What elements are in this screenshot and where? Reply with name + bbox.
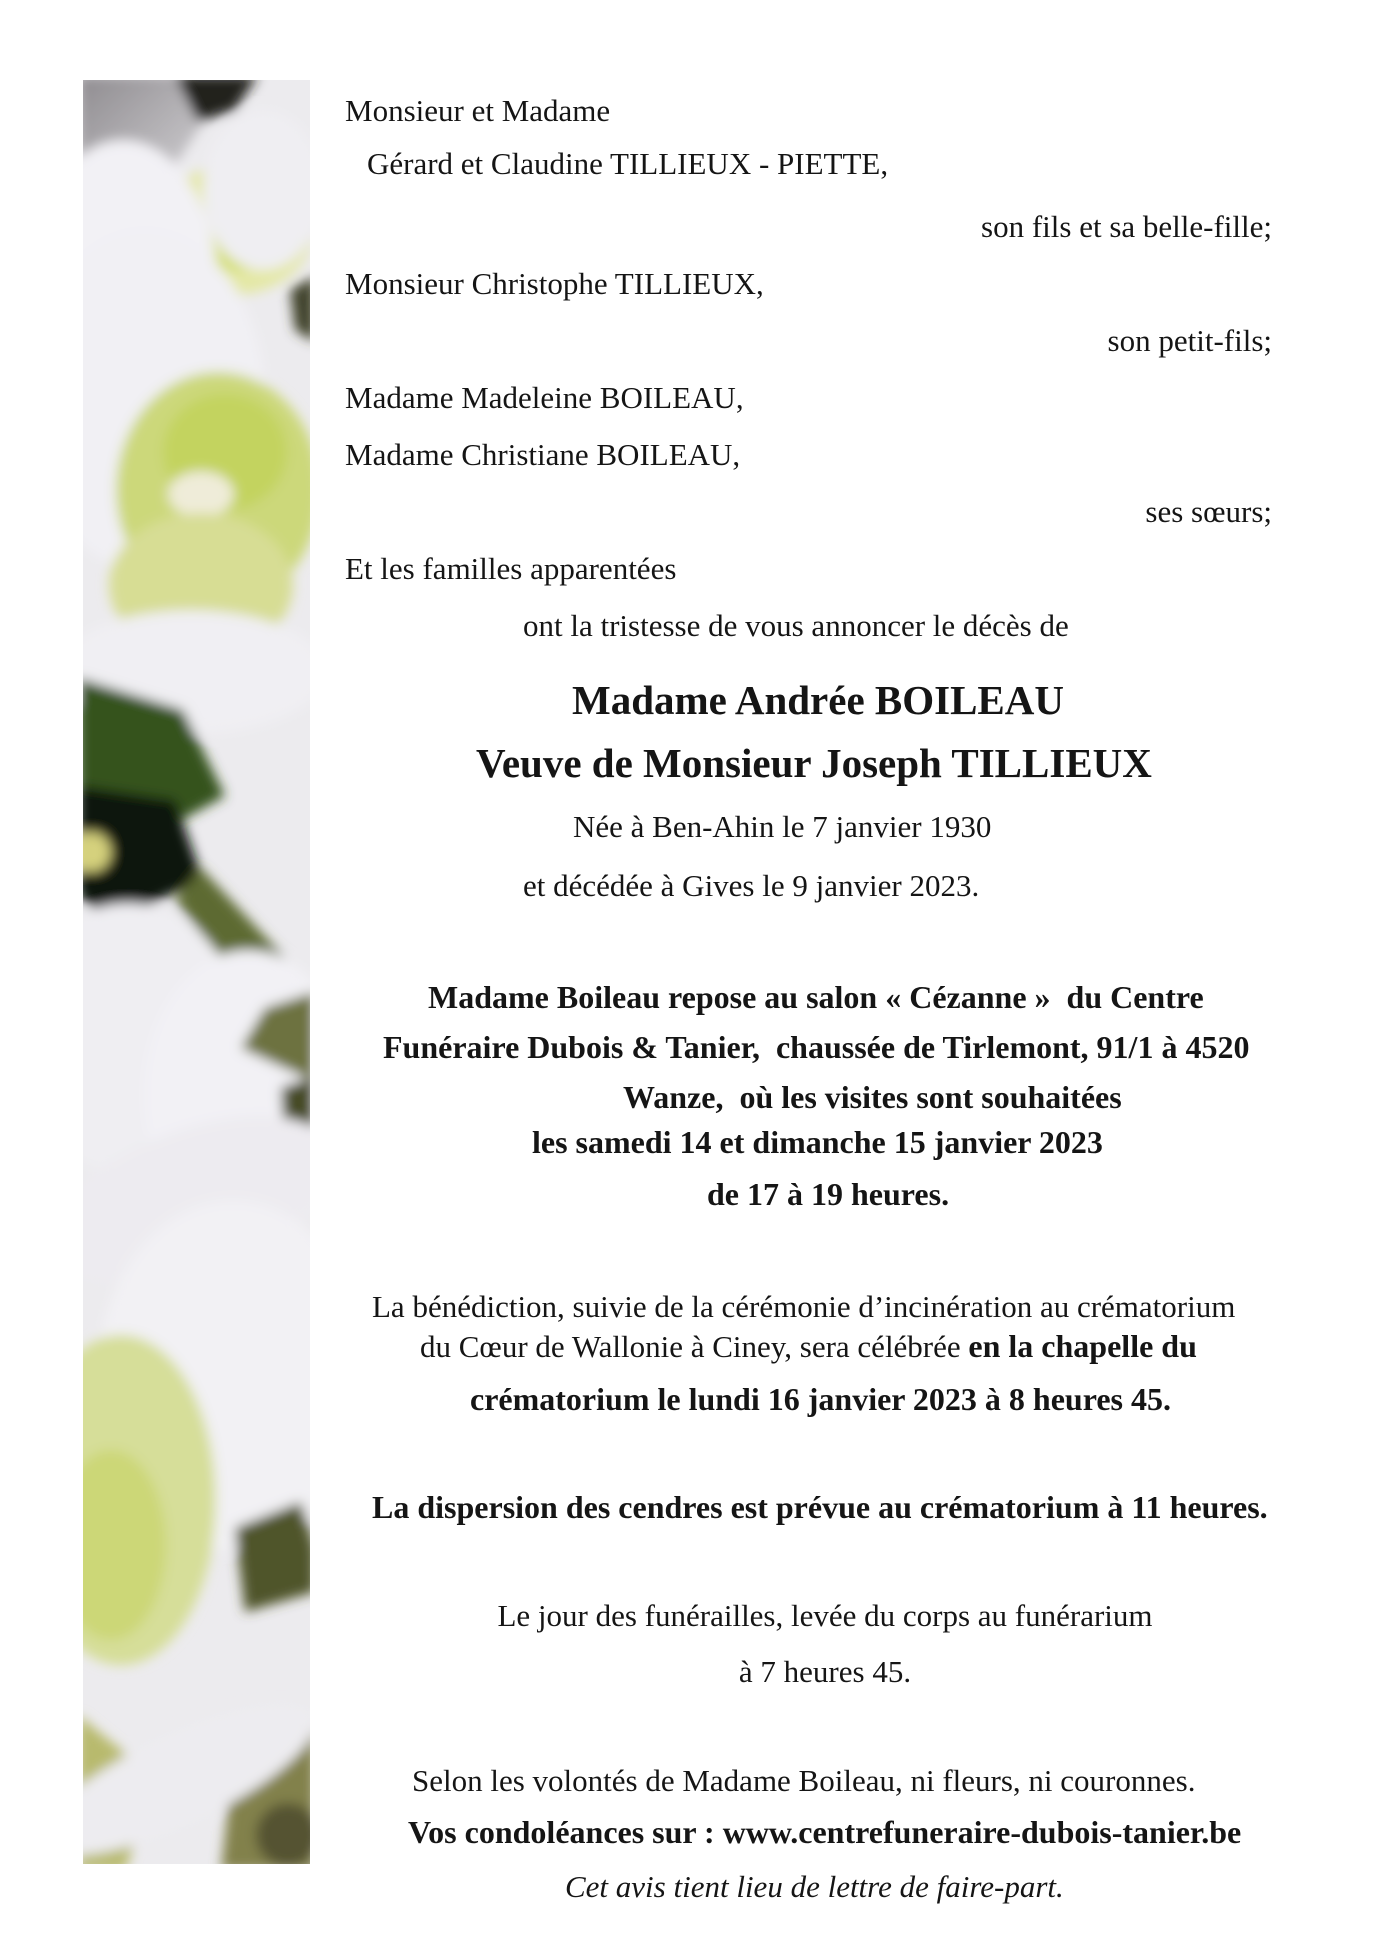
condolences-line: Vos condoléances sur : www.centrefuneraire-dubois-tanier.be [408,1814,1242,1850]
relation-son: son fils et sa belle-fille; [981,209,1272,244]
orchid-photo [83,80,310,1864]
ceremony-line-2 [420,1329,1197,1365]
deceased-death: et décédée à Gives le 9 janvier 2023. [523,868,980,903]
visitation-line-1: Madame Boileau repose au salon « Cézanne » du Centre [428,979,1204,1015]
orchid-photo-image [83,80,310,1864]
family-line-grandson: Monsieur Christophe TILLIEUX, [345,266,764,301]
ceremony-line-1: La bénédiction, suivie de la cérémonie d’incinération au crématorium [372,1289,1236,1324]
funeral-day-line-2: à 7 heures 45. [738,1654,912,1689]
ceremony-line-3: crématorium le lundi 16 janvier 2023 à 8 heures 45. [470,1381,1171,1417]
deceased-widow-of: Veuve de Monsieur Joseph TILLIEUX [476,740,1152,786]
family-line-sister-1: Madame Madeleine BOILEAU, [345,380,744,415]
deceased-birth: Née à Ben-Ahin le 7 janvier 1930 [573,809,992,844]
family-line-related: Et les familles apparentées [345,551,677,586]
wishes-line: Selon les volontés de Madame Boileau, ni fleurs, ni couronnes. [412,1763,1196,1798]
dispersion-line: La dispersion des cendres est prévue au crématorium à 11 heures. [372,1489,1268,1525]
closing-line: Cet avis tient lieu de lettre de faire-part. [565,1869,1064,1904]
family-line-couple: Monsieur et Madame [345,93,611,128]
family-line-couple-names: Gérard et Claudine TILLIEUX - PIETTE, [367,146,889,181]
relation-grandson: son petit-fils; [1107,323,1272,358]
announcement-line: ont la tristesse de vous annoncer le décès de [523,608,1069,643]
visitation-hours: de 17 à 19 heures. [707,1176,950,1212]
ceremony-line-2-bold: en la chapelle du [968,1328,1197,1364]
visitation-dates: les samedi 14 et dimanche 15 janvier 2023 [532,1124,1103,1160]
deceased-name: Madame Andrée BOILEAU [572,677,1064,723]
visitation-line-3: Wanze, où les visites sont souhaitées [623,1079,1122,1115]
visitation-line-2: Funéraire Dubois & Tanier, chaussée de Tirlemont, 91/1 à 4520 [383,1029,1250,1065]
funeral-day-line-1: Le jour des funérailles, levée du corps au funérarium [497,1598,1153,1633]
relation-sisters: ses sœurs; [1145,494,1272,529]
family-line-sister-2: Madame Christiane BOILEAU, [345,437,741,472]
ceremony-line-2-regular: du Cœur de Wallonie à Ciney, sera célébrée [420,1329,969,1364]
